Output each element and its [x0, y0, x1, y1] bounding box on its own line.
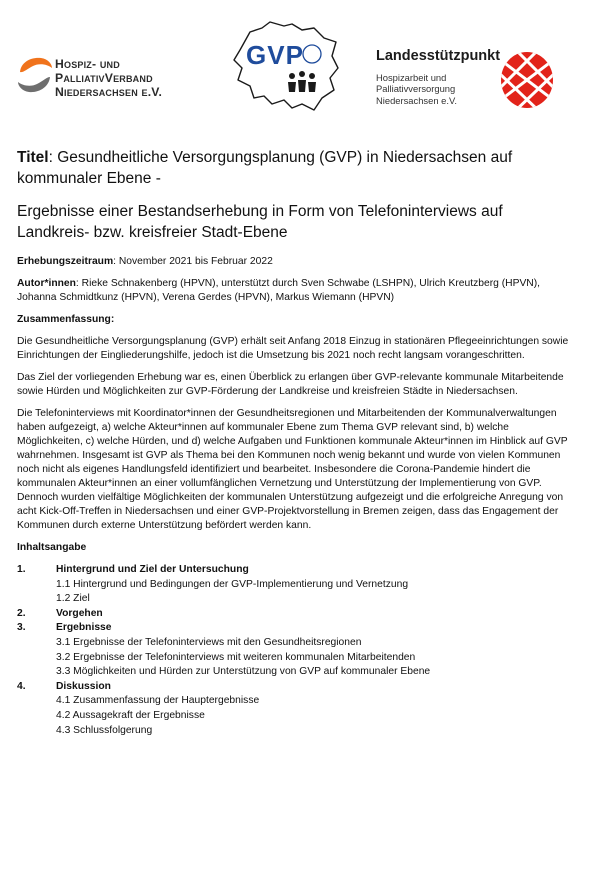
toc-label: Ergebnisse	[56, 622, 112, 634]
toc-number: 1.	[17, 564, 26, 575]
toc-subitem	[17, 636, 577, 651]
hpvn-logo	[17, 56, 207, 102]
toc-label: 3.1 Ergebnisse der Telefoninterviews mit den Gesundheitsregionen	[56, 636, 362, 648]
toc-number: 4.	[17, 680, 26, 692]
toc-label: 4.2 Aussagekraft der Ergebnisse	[56, 709, 205, 721]
toc-label: 3.2 Ergebnisse der Telefoninterviews mit weiteren kommunalen Mitarbeitenden	[56, 651, 416, 663]
title-label: Titel	[17, 149, 49, 166]
landesstuetzpunkt-logo	[376, 48, 576, 118]
lsp-sub-line-3: Niedersachsen e.V.	[376, 94, 457, 106]
authors	[17, 277, 577, 305]
toc-subitem	[17, 651, 577, 666]
toc-label: 4.1 Zusammenfassung der Hauptergebnisse	[56, 695, 260, 707]
authors-text: : Rieke Schnakenberg (HPVN), unterstützt durch Sven Schwabe (LSHPN), Ulrich Kreutzberg (HPVN), Johanna Schmidtkunz (HPVN), Verena Gerdes (HPVN), Markus Wiemann (HPVN)	[17, 278, 541, 303]
toc-label: Hintergrund und Ziel der Untersuchung	[56, 564, 249, 575]
lsp-sub-line-1: Hospizarbeit und	[376, 72, 447, 83]
period-label: Erhebungszeitraum	[17, 256, 114, 267]
lsp-title: Landesstützpunkt	[376, 48, 501, 64]
toc-subitem	[17, 724, 577, 739]
period-text: : November 2021 bis Februar 2022	[113, 256, 273, 267]
toc-label: 4.3 Schlussfolgerung	[56, 724, 153, 736]
survey-period	[17, 255, 577, 269]
toc-item	[17, 621, 577, 636]
lsp-subtitle	[376, 72, 496, 106]
gvp-logo	[232, 20, 342, 112]
hpvn-line-1: Hospiz- und	[55, 57, 120, 71]
hpvn-logo-text	[55, 57, 162, 99]
lsp-ball-icon	[500, 50, 554, 110]
table-of-contents	[17, 563, 577, 738]
toc-subitem	[17, 709, 577, 724]
toc-subitem	[17, 694, 577, 709]
hpvn-line-2: PalliativVerband	[55, 71, 153, 85]
toc-label: Vorgehen	[56, 607, 103, 619]
toc-subitem	[17, 665, 577, 680]
toc-label: 3.3 Möglichkeiten und Hürden zur Unterstützung von GVP auf kommunaler Ebene	[56, 666, 431, 678]
toc-number: 3.	[17, 622, 26, 634]
toc-subitem	[17, 592, 577, 607]
summary-paragraph: Die Gesundheitliche Versorgungsplanung (GVP) erhält seit Anfang 2018 Einzug in stationären Pflegeeinrichtungen sowie Einrichtungen der Eingliederungshilfe, jedoch ist die Umsetzung bis 2021 noch recht langsam vorangeschritten.	[17, 336, 569, 361]
toc-subitem	[17, 578, 577, 593]
toc-item	[17, 680, 577, 695]
summary-paragraph: Das Ziel der vorliegenden Erhebung war es, einen Überblick zu erlangen über GVP-relevante kommunale Mitarbeitende sowie Hürden und Möglichkeiten zur GVP-Förderung der Landkreise und kreisfreien Städte in Niedersachsen.	[17, 372, 564, 397]
hpvn-line-3: Niedersachsen e.V.	[55, 85, 163, 99]
toc-label: Diskussion	[56, 680, 111, 692]
toc-label: 1.1 Hintergrund und Bedingungen der GVP-Implementierung und Vernetzung	[56, 578, 409, 590]
title-text: : Gesundheitliche Versorgungsplanung (GVP) in Niedersachsen auf kommunaler Ebene -	[17, 149, 513, 187]
document-title	[17, 147, 577, 189]
document-subtitle: Ergebnisse einer Bestandserhebung in Form von Telefoninterviews auf Landkreis- bzw. kreisfreier Stadt-Ebene	[17, 203, 503, 241]
toc-number: 2.	[17, 607, 26, 619]
toc-item	[17, 563, 577, 578]
authors-label: Autor*innen	[17, 278, 76, 289]
toc-heading: Inhaltsangabe	[17, 542, 87, 553]
lsp-sub-line-2: Palliativversorgung	[376, 83, 456, 95]
document-body	[17, 147, 577, 738]
hpvn-swoosh-icon	[17, 56, 53, 94]
page-header	[0, 0, 592, 120]
toc-label: 1.2 Ziel	[56, 593, 90, 605]
summary-paragraph: Die Telefoninterviews mit Koordinator*innen der Gesundheitsregionen und Mitarbeitenden der Kommunalverwaltungen haben aufgezeigt, a) welche Akteur*innen auf kommunaler Ebene zum Thema GVP relevant sind, b) welche Möglichkeiten, c) welche Hürden, und d) welche Aufgaben und Funktionen kommunale Akteur*innen im Hinblick auf GVP wahrnehmen. Insgesamt ist GVP als Thema bei den Kommunen noch wenig bekannt und wurde von vielen Kommunen noch nicht als eigenes Handlungsfeld identifiziert und bearbeitet. Insbesondere die Corona-Pandemie hindert die kommunalen Akteur*innen an einer vollumfänglichen Vernetzung und Unterstützung der Implementierung von GVP. Dennoch wurden vielfältige Möglichkeiten der kommunalen Unterstützung aufgezeigt und die erfolgreiche Anregung von acht Kick-Off-Treffen in Niedersachsen und einer GVP-Projektvorstellung in Bremen zeigen, dass das Engagement der Kommunen durch externe Unterstützung befördert werden kann.	[17, 408, 568, 531]
summary-heading: Zusammenfassung:	[17, 314, 115, 325]
toc-item	[17, 607, 577, 622]
gvp-logo-text: GVP	[246, 40, 304, 70]
